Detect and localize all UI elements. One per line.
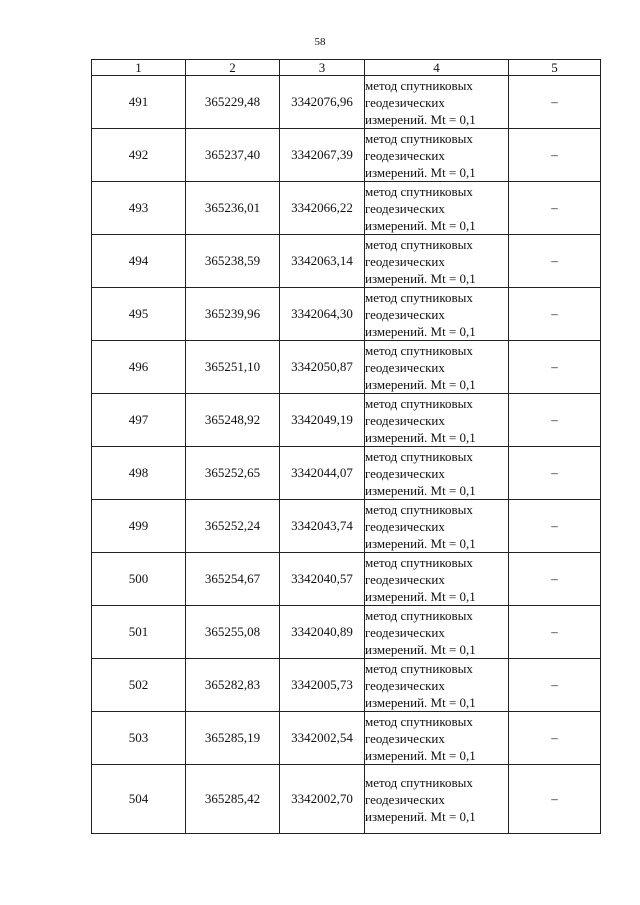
method-line: метод спутниковых	[365, 236, 473, 252]
method-cell	[365, 712, 509, 765]
table-row	[92, 500, 601, 553]
method-line: измерений. Mt = 0,1	[365, 641, 476, 657]
point-number-cell: 503	[92, 712, 186, 765]
y-coordinate-cell: 3342076,96	[280, 76, 365, 129]
note-cell: –	[509, 341, 601, 394]
method-line: геодезических	[365, 253, 445, 269]
method-cell	[365, 76, 509, 129]
method-line: геодезических	[365, 306, 445, 322]
x-coordinate-cell: 365254,67	[186, 553, 280, 606]
method-line: геодезических	[365, 412, 445, 428]
y-coordinate-cell: 3342005,73	[280, 659, 365, 712]
method-line: метод спутниковых	[365, 554, 473, 570]
note-cell: –	[509, 606, 601, 659]
table-row	[92, 235, 601, 288]
method-line: метод спутниковых	[365, 660, 473, 676]
y-coordinate-cell: 3342049,19	[280, 394, 365, 447]
header-col-1: 1	[92, 60, 186, 76]
table-row	[92, 606, 601, 659]
note-cell: –	[509, 765, 601, 834]
point-number-cell: 496	[92, 341, 186, 394]
note-cell: –	[509, 500, 601, 553]
header-col-4: 4	[365, 60, 509, 76]
x-coordinate-cell: 365237,40	[186, 129, 280, 182]
x-coordinate-cell: 365255,08	[186, 606, 280, 659]
table-row	[92, 659, 601, 712]
method-line: измерений. Mt = 0,1	[365, 535, 476, 551]
x-coordinate-cell: 365236,01	[186, 182, 280, 235]
table-row	[92, 553, 601, 606]
method-cell	[365, 182, 509, 235]
method-line: измерений. Mt = 0,1	[365, 482, 476, 498]
method-line: геодезических	[365, 359, 445, 375]
note-cell: –	[509, 288, 601, 341]
method-cell	[365, 341, 509, 394]
table-row	[92, 447, 601, 500]
x-coordinate-cell: 365252,24	[186, 500, 280, 553]
note-cell: –	[509, 182, 601, 235]
y-coordinate-cell: 3342043,74	[280, 500, 365, 553]
point-number-cell: 494	[92, 235, 186, 288]
note-cell: –	[509, 659, 601, 712]
point-number-cell: 501	[92, 606, 186, 659]
point-number-cell: 492	[92, 129, 186, 182]
point-number-cell: 497	[92, 394, 186, 447]
method-line: измерений. Mt = 0,1	[365, 217, 476, 233]
method-line: геодезических	[365, 465, 445, 481]
method-cell	[365, 765, 509, 834]
table-row	[92, 394, 601, 447]
method-line: метод спутниковых	[365, 130, 473, 146]
y-coordinate-cell: 3342040,89	[280, 606, 365, 659]
y-coordinate-cell: 3342063,14	[280, 235, 365, 288]
header-row	[92, 60, 601, 76]
method-cell	[365, 500, 509, 553]
x-coordinate-cell: 365248,92	[186, 394, 280, 447]
method-line: метод спутниковых	[365, 183, 473, 199]
method-line: измерений. Mt = 0,1	[365, 808, 476, 824]
method-cell	[365, 235, 509, 288]
y-coordinate-cell: 3342002,70	[280, 765, 365, 834]
method-line: измерений. Mt = 0,1	[365, 376, 476, 392]
table-row	[92, 182, 601, 235]
point-number-cell: 493	[92, 182, 186, 235]
x-coordinate-cell: 365285,42	[186, 765, 280, 834]
header-col-5: 5	[509, 60, 601, 76]
method-line: геодезических	[365, 147, 445, 163]
y-coordinate-cell: 3342067,39	[280, 129, 365, 182]
method-line: геодезических	[365, 730, 445, 746]
method-line: измерений. Mt = 0,1	[365, 747, 476, 763]
method-cell	[365, 606, 509, 659]
note-cell: –	[509, 235, 601, 288]
table-row	[92, 341, 601, 394]
method-line: измерений. Mt = 0,1	[365, 164, 476, 180]
method-cell	[365, 288, 509, 341]
method-line: геодезических	[365, 791, 445, 807]
y-coordinate-cell: 3342044,07	[280, 447, 365, 500]
table-row	[92, 288, 601, 341]
page-number: 58	[314, 36, 326, 48]
y-coordinate-cell: 3342040,57	[280, 553, 365, 606]
point-number-cell: 499	[92, 500, 186, 553]
note-cell: –	[509, 712, 601, 765]
table-row	[92, 129, 601, 182]
x-coordinate-cell: 365252,65	[186, 447, 280, 500]
table-header	[92, 60, 601, 76]
header-col-3: 3	[280, 60, 365, 76]
method-line: геодезических	[365, 94, 445, 110]
coordinates-table	[91, 59, 601, 834]
method-line: геодезических	[365, 677, 445, 693]
point-number-cell: 491	[92, 76, 186, 129]
method-line: метод спутниковых	[365, 77, 473, 93]
method-line: метод спутниковых	[365, 395, 473, 411]
method-cell	[365, 659, 509, 712]
method-line: геодезических	[365, 200, 445, 216]
method-line: измерений. Mt = 0,1	[365, 588, 476, 604]
method-cell	[365, 447, 509, 500]
note-cell: –	[509, 76, 601, 129]
point-number-cell: 495	[92, 288, 186, 341]
point-number-cell: 500	[92, 553, 186, 606]
method-cell	[365, 553, 509, 606]
note-cell: –	[509, 129, 601, 182]
point-number-cell: 498	[92, 447, 186, 500]
method-line: измерений. Mt = 0,1	[365, 694, 476, 710]
note-cell: –	[509, 447, 601, 500]
table-row	[92, 712, 601, 765]
point-number-cell: 502	[92, 659, 186, 712]
header-col-2: 2	[186, 60, 280, 76]
method-cell	[365, 394, 509, 447]
method-line: измерений. Mt = 0,1	[365, 429, 476, 445]
method-line: метод спутниковых	[365, 607, 473, 623]
table-body	[92, 76, 601, 834]
method-line: метод спутниковых	[365, 501, 473, 517]
x-coordinate-cell: 365239,96	[186, 288, 280, 341]
x-coordinate-cell: 365282,83	[186, 659, 280, 712]
x-coordinate-cell: 365229,48	[186, 76, 280, 129]
method-line: метод спутниковых	[365, 289, 473, 305]
method-line: измерений. Mt = 0,1	[365, 111, 476, 127]
table-row	[92, 76, 601, 129]
y-coordinate-cell: 3342064,30	[280, 288, 365, 341]
method-line: метод спутниковых	[365, 713, 473, 729]
note-cell: –	[509, 553, 601, 606]
table-row	[92, 765, 601, 834]
method-line: измерений. Mt = 0,1	[365, 270, 476, 286]
method-line: измерений. Mt = 0,1	[365, 323, 476, 339]
method-line: метод спутниковых	[365, 774, 473, 790]
method-line: геодезических	[365, 624, 445, 640]
note-cell: –	[509, 394, 601, 447]
x-coordinate-cell: 365285,19	[186, 712, 280, 765]
y-coordinate-cell: 3342066,22	[280, 182, 365, 235]
method-line: метод спутниковых	[365, 448, 473, 464]
method-line: геодезических	[365, 571, 445, 587]
y-coordinate-cell: 3342002,54	[280, 712, 365, 765]
method-line: метод спутниковых	[365, 342, 473, 358]
point-number-cell: 504	[92, 765, 186, 834]
y-coordinate-cell: 3342050,87	[280, 341, 365, 394]
method-cell	[365, 129, 509, 182]
x-coordinate-cell: 365238,59	[186, 235, 280, 288]
method-line: геодезических	[365, 518, 445, 534]
x-coordinate-cell: 365251,10	[186, 341, 280, 394]
